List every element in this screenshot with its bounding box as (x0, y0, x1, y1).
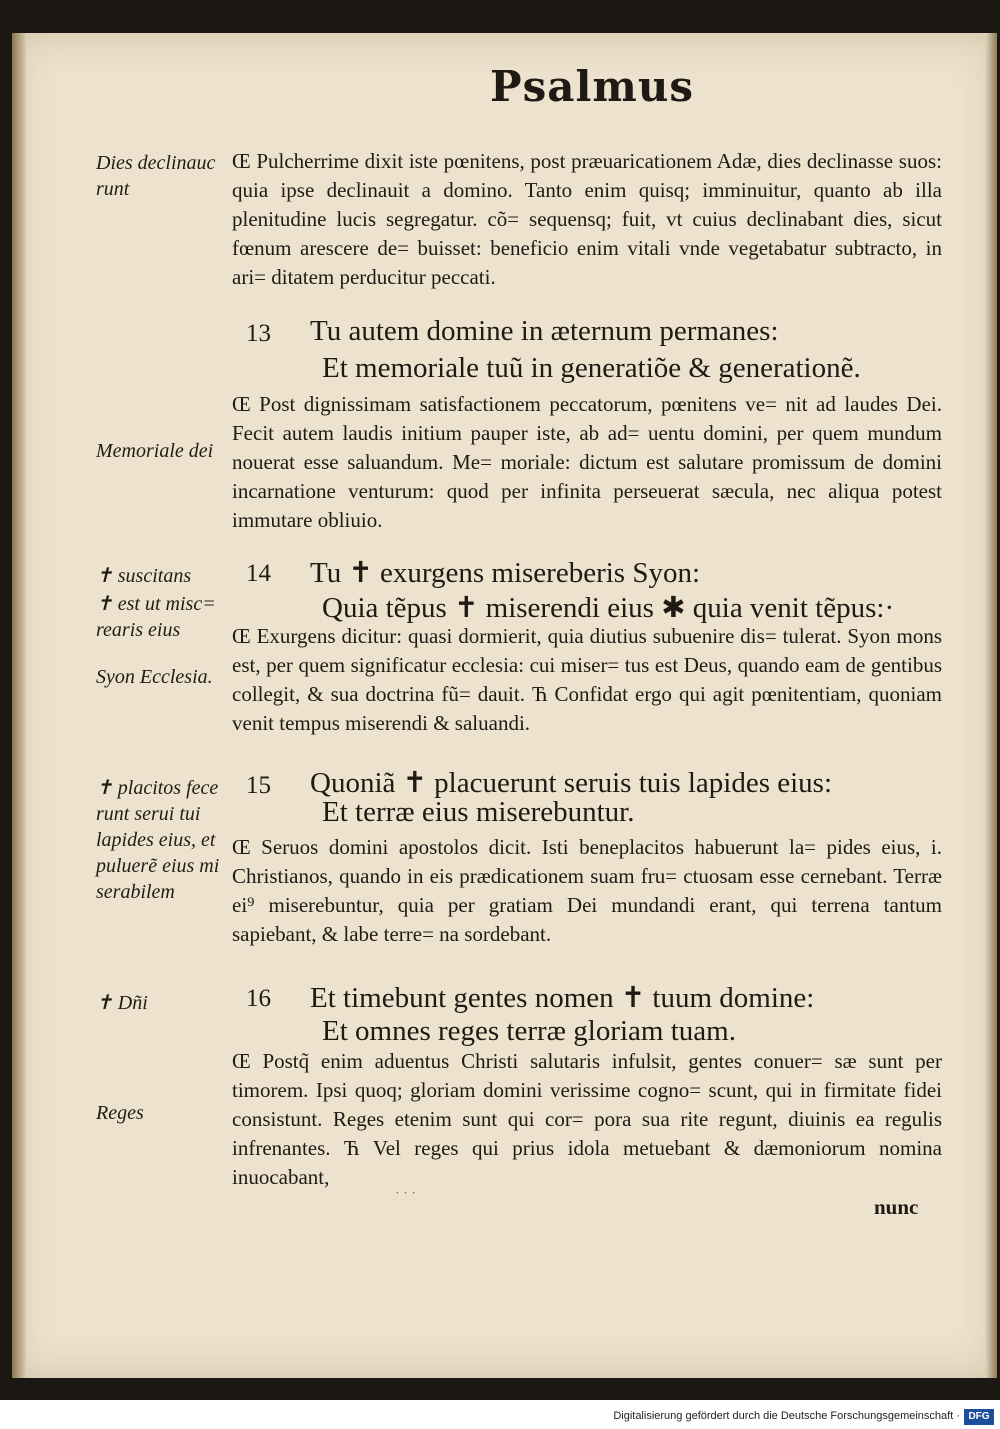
margin-gloss: Memoriale dei (96, 440, 214, 462)
margin-gloss: Syon Ecclesia. (96, 666, 213, 688)
verse-number: 16 (246, 985, 271, 1012)
commentary-paragraph: Œ Exurgens dicitur: quasi dormierit, quia diutius subuenire dis= tulerat. Syon mons est, per quem significatur ecclesia: cui miser= tus est Deus, quando eam de gentibus collegit, & sua doctrina fũ= dauit. Ћ Confidat ergo qui agit pœnitentiam, quoniam venit tempus miserendi & saluandi. (232, 624, 942, 735)
verse-line: Tu autem domine in æternum permanes: (310, 315, 779, 347)
verse-line: Et terræ eius miserebuntur. (322, 796, 635, 828)
margin-gloss: ✝ placitos fece runt serui tui lapides eius, et puluerẽ eius mi serabilem (96, 777, 220, 903)
verse-line: Quoniã ✝ placuerunt seruis tuis lapides eius: (310, 767, 833, 799)
verse-number: 15 (246, 772, 271, 799)
verse-line: Et timebunt gentes nomen ✝ tuum domine: (310, 982, 815, 1014)
margin-gloss: Reges (96, 1102, 144, 1124)
commentary-paragraph: Œ Postq̃ enim aduentus Christi salutaris infulsit, gentes conuer= sæ sunt per timorem. Ipsi quoq; gloriam domini verissime cogno= scunt, qui in firmitate fidei consistunt. Reges etenim sunt qui cor= pora sua rite regunt, diuinis ea regulis infrenantes. Ћ Vel reges qui prius idola metuebant & dæmoniorum nomina inuocabant, (232, 1049, 942, 1189)
commentary-paragraph: Œ Seruos domini apostolos dicit. Isti beneplacitos habuerunt la= pides eius, i. Christianos, quando in eis prædicationem suam fru= ctuosam esse cernebant. Terræ ei⁹ miserebuntur, quia per gratiam Dei mundandi erant, qui terrena tantum sapiebant, & labe terre= na sordebant. (232, 835, 942, 946)
catchword: nunc (874, 1195, 919, 1219)
verse-line: Et omnes reges terræ gloriam tuam. (322, 1015, 736, 1047)
dfg-logo: DFG (964, 1409, 994, 1425)
commentary-paragraph: Œ Pulcherrime dixit iste pœnitens, post præuaricationem Adæ, dies declinasse suos: quia ipse declinauit a domino. Tanto enim quisq; imminuitur, quanto ab illa plenitudine lucis segregatur. cõ= sequensq; fuit, vt cuius declinabant dies, sicut fœnum arescere de= buisset: beneficio enim vitali vnde vegetabatur subtracto, in ari= ditatem perducitur peccati. (232, 149, 942, 289)
verse-line: Quia tẽpus ✝ miserendi eius ✱ quia venit tẽpus:· (322, 592, 895, 624)
verse-line: Et memoriale tuũ in generatiõe & generationẽ. (322, 352, 861, 384)
verse-line: Tu ✝ exurgens misereberis Syon: (310, 557, 701, 589)
margin-gloss: ✝ est ut misc= rearis eius (96, 593, 216, 641)
commentary-paragraph: Œ Post dignissimam satisfactionem peccatorum, pœnitens ve= nit ad laudes Dei. Fecit autem laudis initium pauper iste, ab ad= uentu domini, per quem mundum nouerat esse saluandum. Me= moriale: dictum est salutare promissum de domini incarnatione venturum: quod per infinita perseuerat sæcula, nec aliqua potest immutare obliuio. (232, 392, 942, 532)
verse-number: 14 (246, 560, 271, 587)
page-edge (985, 33, 997, 1378)
print-marks: ˙ ˙ ˙ (395, 1190, 416, 1205)
page-gutter-shadow (12, 33, 26, 1378)
running-head: Psalmus (490, 62, 695, 111)
margin-gloss: ✝ Dñi (96, 992, 148, 1014)
footer-bar (0, 1408, 1000, 1429)
margin-gloss: Dies declinauc runt (96, 152, 216, 200)
verse-number: 13 (246, 320, 271, 347)
funding-notice: Digitalisierung gefördert durch die Deutsche Forschungsgemeinschaft · (613, 1410, 960, 1422)
margin-gloss: ✝ suscitans (96, 565, 192, 587)
